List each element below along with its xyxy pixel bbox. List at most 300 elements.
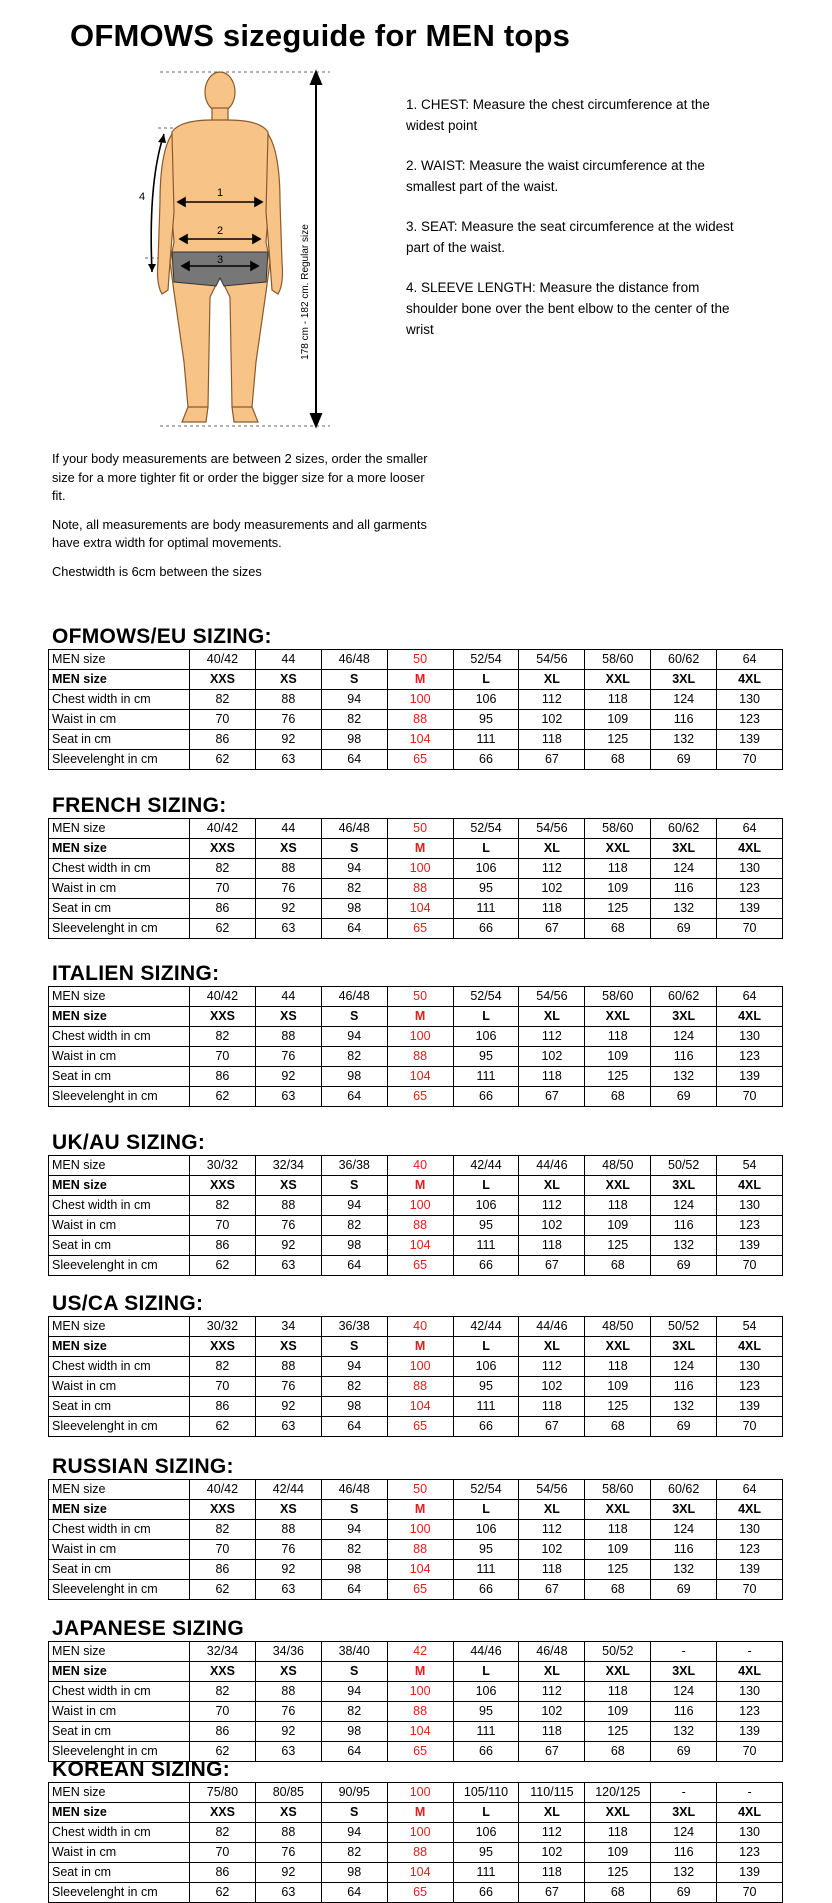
table-cell: 42/44 [453, 1156, 519, 1176]
table-cell: 60/62 [651, 819, 717, 839]
table-cell: 92 [255, 1067, 321, 1087]
table-cell: 3XL [651, 1662, 717, 1682]
table-cell: 88 [387, 710, 453, 730]
table-cell: 82 [321, 710, 387, 730]
table-cell: 64 [321, 1087, 387, 1107]
table-cell: 118 [585, 1027, 651, 1047]
row-label: MEN size [49, 1337, 190, 1357]
table-cell: 62 [190, 1417, 256, 1437]
table-cell: 69 [651, 1256, 717, 1276]
table-cell: 95 [453, 1216, 519, 1236]
table-cell: 123 [717, 1540, 783, 1560]
table-cell: 76 [255, 1702, 321, 1722]
table-cell: 132 [651, 1722, 717, 1742]
table-row [49, 1682, 783, 1702]
table-cell: 76 [255, 879, 321, 899]
table-cell: 54/56 [519, 819, 585, 839]
table-cell: 4XL [717, 1007, 783, 1027]
table-cell: 76 [255, 1216, 321, 1236]
table-cell: 70 [190, 1843, 256, 1863]
table-cell: 69 [651, 1883, 717, 1903]
table-cell: 118 [519, 730, 585, 750]
fit-notes [52, 450, 432, 591]
table-cell: 112 [519, 690, 585, 710]
section-heading: JAPANESE SIZING [52, 1617, 244, 1640]
table-cell: 65 [387, 1256, 453, 1276]
table-cell: 80/85 [255, 1783, 321, 1803]
table-cell: 112 [519, 1823, 585, 1843]
table-cell: 70 [190, 1540, 256, 1560]
table-cell: S [321, 1176, 387, 1196]
table-cell: 102 [519, 710, 585, 730]
table-cell: 66 [453, 1417, 519, 1437]
table-cell: 124 [651, 1027, 717, 1047]
table-cell: 118 [519, 899, 585, 919]
table-row [49, 1883, 783, 1903]
section-heading: UK/AU SIZING: [52, 1131, 206, 1154]
table-cell: 124 [651, 1357, 717, 1377]
table-cell: 94 [321, 1357, 387, 1377]
size-table [48, 818, 783, 939]
table-cell: 118 [585, 1823, 651, 1843]
measurement-instructions [406, 94, 746, 359]
table-cell: 76 [255, 1843, 321, 1863]
row-label: Chest width in cm [49, 1196, 190, 1216]
table-cell: 76 [255, 1047, 321, 1067]
table-cell: 86 [190, 1722, 256, 1742]
table-cell: 50 [387, 650, 453, 670]
table-row [49, 1803, 783, 1823]
table-row [49, 1722, 783, 1742]
table-cell: 139 [717, 1397, 783, 1417]
table-row [49, 919, 783, 939]
table-cell: 130 [717, 1823, 783, 1843]
table-cell: 66 [453, 750, 519, 770]
table-row [49, 1783, 783, 1803]
table-cell: 3XL [651, 1176, 717, 1196]
table-cell: 44/46 [519, 1156, 585, 1176]
table-cell: 118 [585, 859, 651, 879]
table-cell: 36/38 [321, 1317, 387, 1337]
table-cell: 65 [387, 919, 453, 939]
table-cell: 88 [255, 690, 321, 710]
table-cell: 100 [387, 1682, 453, 1702]
row-label: MEN size [49, 650, 190, 670]
table-cell: 75/80 [190, 1783, 256, 1803]
row-label: Waist in cm [49, 710, 190, 730]
table-cell: 67 [519, 919, 585, 939]
section-heading: FRENCH SIZING: [52, 794, 227, 817]
table-cell: - [717, 1783, 783, 1803]
row-label: Chest width in cm [49, 690, 190, 710]
section-heading: OFMOWS/EU SIZING: [52, 625, 272, 648]
table-row [49, 819, 783, 839]
table-cell: 104 [387, 1560, 453, 1580]
row-label: Sleevelenght in cm [49, 919, 190, 939]
table-cell: 3XL [651, 1007, 717, 1027]
table-cell: 88 [255, 1682, 321, 1702]
table-cell: 98 [321, 1560, 387, 1580]
table-cell: 94 [321, 1682, 387, 1702]
table-cell: 68 [585, 750, 651, 770]
table-cell: 98 [321, 1236, 387, 1256]
table-cell: XL [519, 1337, 585, 1357]
table-cell: 70 [190, 1216, 256, 1236]
table-cell: XXS [190, 1803, 256, 1823]
table-cell: 82 [321, 1216, 387, 1236]
table-cell: 52/54 [453, 1480, 519, 1500]
table-cell: 100 [387, 1357, 453, 1377]
table-cell: 92 [255, 1863, 321, 1883]
table-row [49, 1007, 783, 1027]
table-cell: 109 [585, 1377, 651, 1397]
table-cell: XS [255, 1337, 321, 1357]
table-cell: 104 [387, 1722, 453, 1742]
table-cell: 111 [453, 1560, 519, 1580]
table-cell: 82 [190, 859, 256, 879]
table-cell: 60/62 [651, 1480, 717, 1500]
table-cell: L [453, 1662, 519, 1682]
table-cell: 65 [387, 1883, 453, 1903]
table-cell: 40 [387, 1156, 453, 1176]
table-cell: 116 [651, 1540, 717, 1560]
row-label: MEN size [49, 1662, 190, 1682]
table-cell: 64 [321, 919, 387, 939]
table-cell: 62 [190, 1580, 256, 1600]
table-row [49, 1087, 783, 1107]
row-label: MEN size [49, 819, 190, 839]
table-cell: 46/48 [519, 1642, 585, 1662]
table-cell: 130 [717, 1682, 783, 1702]
table-cell: 118 [585, 690, 651, 710]
table-cell: 65 [387, 1417, 453, 1437]
table-cell: S [321, 839, 387, 859]
table-cell: 111 [453, 1397, 519, 1417]
sizing-section [0, 625, 832, 766]
table-cell: 125 [585, 899, 651, 919]
table-row [49, 1580, 783, 1600]
table-row [49, 1337, 783, 1357]
table-cell: S [321, 1337, 387, 1357]
table-cell: L [453, 670, 519, 690]
table-cell: 118 [519, 1397, 585, 1417]
table-cell: 82 [321, 1702, 387, 1722]
table-cell: 124 [651, 1196, 717, 1216]
row-label: MEN size [49, 1007, 190, 1027]
table-cell: 64 [321, 750, 387, 770]
table-cell: 102 [519, 1216, 585, 1236]
table-row [49, 670, 783, 690]
section-heading: ITALIEN SIZING: [52, 962, 220, 985]
table-cell: 82 [190, 1196, 256, 1216]
table-cell: 102 [519, 1843, 585, 1863]
table-cell: 3XL [651, 1500, 717, 1520]
table-row [49, 1216, 783, 1236]
size-table [48, 649, 783, 770]
table-cell: 69 [651, 750, 717, 770]
table-cell: 92 [255, 1722, 321, 1742]
table-cell: 104 [387, 730, 453, 750]
row-label: Waist in cm [49, 1843, 190, 1863]
row-label: Chest width in cm [49, 859, 190, 879]
table-cell: 118 [585, 1520, 651, 1540]
table-cell: 118 [519, 1863, 585, 1883]
table-cell: 123 [717, 1216, 783, 1236]
table-cell: L [453, 1007, 519, 1027]
row-label: MEN size [49, 1317, 190, 1337]
table-cell: 123 [717, 1377, 783, 1397]
table-cell: 67 [519, 1087, 585, 1107]
table-cell: 102 [519, 1702, 585, 1722]
table-cell: 94 [321, 1196, 387, 1216]
table-cell: 112 [519, 1520, 585, 1540]
table-cell: 82 [321, 1843, 387, 1863]
table-cell: 42 [387, 1642, 453, 1662]
row-label: Seat in cm [49, 899, 190, 919]
table-cell: 125 [585, 1067, 651, 1087]
table-cell: S [321, 1500, 387, 1520]
table-cell: 62 [190, 1883, 256, 1903]
row-label: Sleevelenght in cm [49, 1256, 190, 1276]
table-cell: 124 [651, 690, 717, 710]
row-label: Seat in cm [49, 1560, 190, 1580]
table-cell: 58/60 [585, 819, 651, 839]
row-label: Waist in cm [49, 1216, 190, 1236]
table-cell: 64 [321, 1883, 387, 1903]
table-cell: 102 [519, 1540, 585, 1560]
table-row [49, 1843, 783, 1863]
table-cell: S [321, 670, 387, 690]
table-cell: 130 [717, 859, 783, 879]
table-cell: 67 [519, 1580, 585, 1600]
table-cell: 130 [717, 690, 783, 710]
table-cell: 88 [387, 1702, 453, 1722]
table-cell: 95 [453, 879, 519, 899]
table-cell: 68 [585, 1883, 651, 1903]
table-cell: XS [255, 670, 321, 690]
table-cell: 132 [651, 1067, 717, 1087]
table-cell: 70 [190, 879, 256, 899]
table-cell: 40 [387, 1317, 453, 1337]
table-cell: 109 [585, 879, 651, 899]
table-cell: 82 [190, 1682, 256, 1702]
row-label: Waist in cm [49, 1377, 190, 1397]
table-cell: 46/48 [321, 819, 387, 839]
table-cell: 66 [453, 1256, 519, 1276]
table-cell: XXS [190, 1176, 256, 1196]
table-cell: 68 [585, 919, 651, 939]
table-cell: 104 [387, 899, 453, 919]
table-cell: 112 [519, 1196, 585, 1216]
table-cell: 70 [717, 1256, 783, 1276]
table-cell: L [453, 1337, 519, 1357]
table-cell: 63 [255, 919, 321, 939]
table-cell: 67 [519, 1742, 585, 1762]
table-cell: 118 [585, 1682, 651, 1702]
table-cell: 112 [519, 1682, 585, 1702]
table-cell: 40/42 [190, 650, 256, 670]
table-cell: 42/44 [255, 1480, 321, 1500]
table-cell: 44 [255, 819, 321, 839]
sizing-section [0, 1131, 832, 1272]
row-label: Chest width in cm [49, 1357, 190, 1377]
table-row [49, 650, 783, 670]
table-row [49, 710, 783, 730]
table-cell: 95 [453, 1843, 519, 1863]
table-cell: 104 [387, 1236, 453, 1256]
table-cell: 86 [190, 1397, 256, 1417]
table-cell: 125 [585, 1560, 651, 1580]
table-cell: 76 [255, 1377, 321, 1397]
row-label: Waist in cm [49, 1540, 190, 1560]
table-cell: 64 [321, 1742, 387, 1762]
table-cell: 50/52 [585, 1642, 651, 1662]
table-cell: 125 [585, 730, 651, 750]
table-cell: 123 [717, 879, 783, 899]
table-cell: XL [519, 839, 585, 859]
table-cell: 58/60 [585, 1480, 651, 1500]
size-table [48, 1155, 783, 1276]
table-cell: 82 [190, 1823, 256, 1843]
table-cell: 132 [651, 1863, 717, 1883]
table-cell: 68 [585, 1256, 651, 1276]
table-row [49, 1863, 783, 1883]
table-cell: M [387, 1337, 453, 1357]
table-cell: 95 [453, 1047, 519, 1067]
table-cell: 106 [453, 1682, 519, 1702]
sizing-section [0, 1455, 832, 1596]
table-cell: 82 [321, 1540, 387, 1560]
table-cell: 109 [585, 1216, 651, 1236]
table-cell: 92 [255, 1560, 321, 1580]
table-row [49, 750, 783, 770]
table-cell: XL [519, 1803, 585, 1823]
table-cell: 82 [190, 1357, 256, 1377]
table-cell: 112 [519, 1027, 585, 1047]
table-cell: 44/46 [519, 1317, 585, 1337]
table-cell: 111 [453, 1722, 519, 1742]
section-heading: US/CA SIZING: [52, 1292, 204, 1315]
table-cell: 4XL [717, 1337, 783, 1357]
row-label: Chest width in cm [49, 1520, 190, 1540]
table-cell: 124 [651, 1682, 717, 1702]
table-row [49, 1520, 783, 1540]
table-cell: XXS [190, 1662, 256, 1682]
row-label: MEN size [49, 1176, 190, 1196]
table-row [49, 1480, 783, 1500]
table-cell: 92 [255, 1397, 321, 1417]
table-cell: 4XL [717, 1662, 783, 1682]
marker-sleeve: 4 [138, 191, 146, 203]
table-cell: XXS [190, 1007, 256, 1027]
table-row [49, 859, 783, 879]
table-cell: XS [255, 839, 321, 859]
table-cell: 42/44 [453, 1317, 519, 1337]
table-cell: XXL [585, 1803, 651, 1823]
table-cell: 111 [453, 730, 519, 750]
table-cell: XS [255, 1176, 321, 1196]
table-cell: 132 [651, 1560, 717, 1580]
row-label: Chest width in cm [49, 1682, 190, 1702]
marker-waist: 2 [216, 225, 224, 237]
table-cell: 64 [717, 1480, 783, 1500]
table-row [49, 1196, 783, 1216]
table-cell: 139 [717, 730, 783, 750]
table-cell: 111 [453, 1236, 519, 1256]
table-cell: 34/36 [255, 1642, 321, 1662]
table-cell: 106 [453, 1196, 519, 1216]
table-cell: 54 [717, 1317, 783, 1337]
table-cell: 116 [651, 1702, 717, 1722]
row-label: Seat in cm [49, 1067, 190, 1087]
table-cell: 70 [190, 1377, 256, 1397]
table-cell: 86 [190, 1236, 256, 1256]
row-label: Waist in cm [49, 879, 190, 899]
table-cell: 90/95 [321, 1783, 387, 1803]
table-cell: 111 [453, 1067, 519, 1087]
row-label: MEN size [49, 1500, 190, 1520]
table-cell: 54/56 [519, 1480, 585, 1500]
table-cell: 123 [717, 1702, 783, 1722]
table-cell: 86 [190, 730, 256, 750]
table-cell: 109 [585, 710, 651, 730]
row-label: Sleevelenght in cm [49, 1087, 190, 1107]
table-cell: 46/48 [321, 650, 387, 670]
table-row [49, 1156, 783, 1176]
table-cell: XS [255, 1662, 321, 1682]
table-cell: 116 [651, 879, 717, 899]
table-row [49, 1417, 783, 1437]
table-cell: 69 [651, 1580, 717, 1600]
table-cell: XXL [585, 1007, 651, 1027]
note-chestwidth: Chestwidth is 6cm between the sizes [52, 563, 262, 579]
row-label: Seat in cm [49, 1397, 190, 1417]
table-cell: 64 [717, 987, 783, 1007]
table-cell: 63 [255, 1087, 321, 1107]
table-cell: M [387, 1007, 453, 1027]
table-cell: 40/42 [190, 1480, 256, 1500]
sizing-section [0, 962, 832, 1103]
table-row [49, 1317, 783, 1337]
row-label: Sleevelenght in cm [49, 750, 190, 770]
table-cell: 116 [651, 1216, 717, 1236]
table-cell: 76 [255, 710, 321, 730]
table-cell: 100 [387, 1027, 453, 1047]
row-label: Sleevelenght in cm [49, 1883, 190, 1903]
table-cell: 67 [519, 1417, 585, 1437]
table-cell: 50/52 [651, 1156, 717, 1176]
table-cell: 70 [190, 1047, 256, 1067]
table-cell: 58/60 [585, 650, 651, 670]
row-label: Chest width in cm [49, 1823, 190, 1843]
table-cell: 139 [717, 1067, 783, 1087]
table-cell: 104 [387, 1397, 453, 1417]
section-heading: KOREAN SIZING: [52, 1758, 231, 1781]
table-row [49, 879, 783, 899]
table-cell: 130 [717, 1196, 783, 1216]
row-label: MEN size [49, 670, 190, 690]
table-row [49, 1357, 783, 1377]
table-cell: 50 [387, 1480, 453, 1500]
table-cell: 82 [190, 1520, 256, 1540]
measure-seat-text: 3. SEAT: Measure the seat circumference at the widest part of the waist. [406, 219, 734, 255]
table-cell: 66 [453, 1883, 519, 1903]
table-cell: 125 [585, 1863, 651, 1883]
table-cell: 70 [717, 750, 783, 770]
table-cell: 60/62 [651, 650, 717, 670]
table-cell: 116 [651, 1843, 717, 1863]
table-cell: XXS [190, 1500, 256, 1520]
